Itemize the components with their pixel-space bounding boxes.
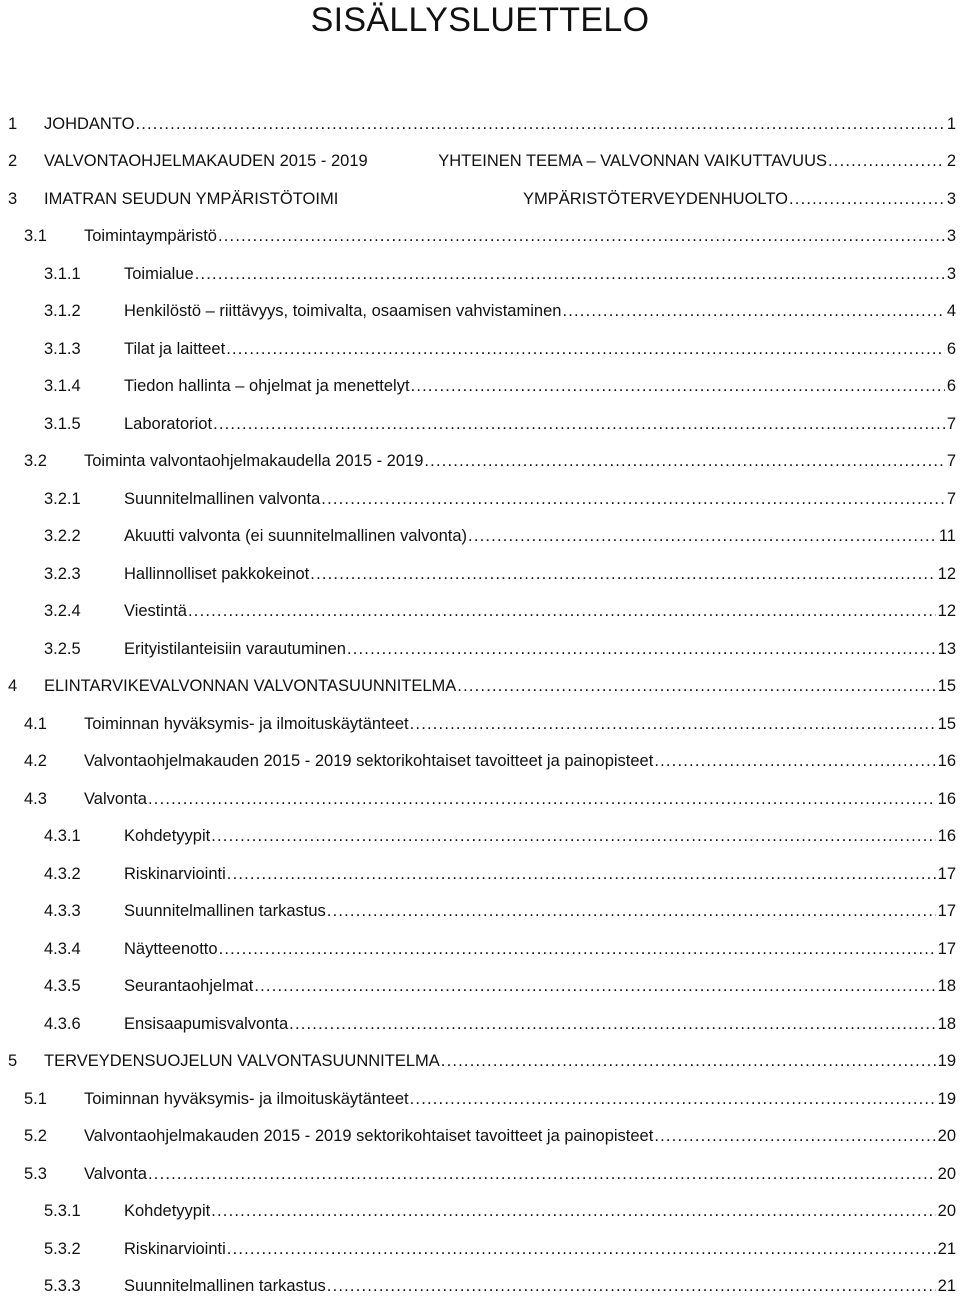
toc-entry-page-number: 19: [937, 1052, 956, 1070]
toc-entry-label: Valvonta: [84, 786, 148, 812]
toc-entry-page-number: 18: [937, 1015, 956, 1033]
toc-entry-label: Erityistilanteisiin varautuminen: [124, 636, 347, 662]
toc-entry-page-number: 21: [937, 1277, 956, 1295]
toc-dot-leader: [327, 898, 936, 924]
toc-entry-number: 5.2: [24, 1127, 47, 1145]
toc-entry-number: 5.1: [24, 1090, 47, 1108]
toc-entry-page-number: 12: [937, 602, 956, 620]
toc-entry[interactable]: [0, 786, 960, 812]
toc-dot-leader: [188, 598, 936, 624]
toc-entry-number: 5.3.2: [44, 1240, 81, 1258]
toc-dot-leader: [135, 111, 944, 137]
toc-entry-page-number: 12: [937, 565, 956, 583]
toc-entry-label: Suunnitelmallinen tarkastus: [124, 1273, 327, 1299]
toc-entry-number: 4.3.3: [44, 902, 81, 920]
toc-entry-number: 4.3.4: [44, 940, 81, 958]
toc-entry-number: 5.3.1: [44, 1202, 81, 1220]
toc-dot-leader: [227, 1236, 936, 1262]
toc-entry-page-number: 6: [946, 377, 956, 395]
toc-entry-label: Viestintä: [124, 598, 188, 624]
toc-entry-label: Valvonta: [84, 1161, 148, 1187]
toc-entry[interactable]: [0, 223, 960, 249]
toc-entry-label: Toiminnan hyväksymis- ja ilmoituskäytänteet: [84, 711, 410, 737]
toc-entry-label: [44, 148, 828, 174]
toc-entry[interactable]: [0, 523, 960, 549]
toc-entry-page-number: 4: [946, 302, 956, 320]
toc-entry-number: 4.3.5: [44, 977, 81, 995]
toc-entry[interactable]: [0, 148, 960, 174]
toc-entry[interactable]: [0, 1048, 960, 1074]
toc-dot-leader: [327, 1273, 936, 1299]
toc-dot-leader: [211, 1198, 935, 1224]
toc-entry-page-number: 2: [946, 152, 956, 170]
toc-entry-page-number: 7: [946, 452, 956, 470]
toc-entry[interactable]: [0, 486, 960, 512]
toc-entry[interactable]: [0, 636, 960, 662]
toc-entry[interactable]: [0, 898, 960, 924]
toc-entry-number: 5.3.3: [44, 1277, 81, 1295]
toc-entry-label: Riskinarviointi: [124, 861, 227, 887]
toc-entry-label: [44, 186, 789, 212]
toc-dot-leader: [227, 861, 936, 887]
toc-entry-page-number: 16: [937, 752, 956, 770]
toc-dot-leader: [148, 1161, 936, 1187]
toc-entry-label: Seurantaohjelmat: [124, 973, 254, 999]
toc-entry-page-number: 17: [937, 902, 956, 920]
toc-entry[interactable]: [0, 261, 960, 287]
toc-entry-label: Toimintaympäristö: [84, 223, 218, 249]
toc-entry-page-number: 17: [937, 865, 956, 883]
toc-dot-leader: [347, 636, 936, 662]
toc-entry[interactable]: [0, 598, 960, 624]
toc-entry-page-number: 7: [946, 415, 956, 433]
toc-entry[interactable]: [0, 936, 960, 962]
toc-entry[interactable]: [0, 561, 960, 587]
toc-entry-label: Kohdetyypit: [124, 1198, 211, 1224]
toc-entry-number: 3.2.2: [44, 527, 81, 545]
toc-dot-leader: [654, 1123, 935, 1149]
toc-entry-number: 4.3: [24, 790, 47, 808]
toc-entry[interactable]: [0, 673, 960, 699]
toc-entry-number: 3.2.4: [44, 602, 81, 620]
toc-entry-page-number: 15: [937, 715, 956, 733]
toc-entry[interactable]: [0, 1273, 960, 1299]
toc-dot-leader: [457, 673, 935, 699]
toc-entry-label: JOHDANTO: [44, 111, 135, 137]
toc-entry-page-number: 3: [946, 265, 956, 283]
toc-entry[interactable]: [0, 1011, 960, 1037]
toc-entry-page-number: 3: [946, 190, 956, 208]
toc-entry-label: Tilat ja laitteet: [124, 336, 226, 362]
toc-entry-number: 2: [8, 152, 18, 170]
toc-entry-page-number: 21: [937, 1240, 956, 1258]
toc-entry-label: Valvontaohjelmakauden 2015 - 2019 sektorikohtaiset tavoitteet ja painopisteet: [84, 748, 654, 774]
toc-entry-number: 3.1.5: [44, 415, 81, 433]
toc-dot-leader: [289, 1011, 935, 1037]
toc-entry-number: 3.1.4: [44, 377, 81, 395]
toc-dot-leader: [441, 1048, 936, 1074]
toc-entry-label: Toimialue: [124, 261, 195, 287]
toc-entry-number: 4: [8, 677, 18, 695]
toc-dot-leader: [218, 223, 945, 249]
toc-entry-label-right: YHTEINEN TEEMA – VALVONNAN VAIKUTTAVUUS: [438, 152, 827, 170]
toc-entry[interactable]: [0, 1161, 960, 1187]
toc-dot-leader: [254, 973, 935, 999]
toc-entry-number: 3.2.5: [44, 640, 81, 658]
toc-entry[interactable]: [0, 111, 960, 137]
toc-dot-leader: [468, 523, 937, 549]
toc-dot-leader: [828, 148, 945, 174]
toc-entry[interactable]: [0, 1236, 960, 1262]
toc-dot-leader: [424, 448, 944, 474]
toc-entry[interactable]: [0, 373, 960, 399]
toc-dot-leader: [410, 711, 936, 737]
toc-entry-number: 4.1: [24, 715, 47, 733]
toc-entry[interactable]: [0, 973, 960, 999]
toc-entry-number: 4.2: [24, 752, 47, 770]
toc-entry[interactable]: [0, 186, 960, 212]
toc-entry-label: Toiminnan hyväksymis- ja ilmoituskäytänteet: [84, 1086, 410, 1112]
toc-entry-number: 3.1.2: [44, 302, 81, 320]
toc-entry-page-number: 19: [937, 1090, 956, 1108]
page-title: SISÄLLYSLUETTELO: [310, 1, 650, 39]
toc-dot-leader: [411, 373, 945, 399]
toc-entry-label: Näytteenotto: [124, 936, 219, 962]
toc-entry[interactable]: [0, 298, 960, 324]
toc-entry-number: 4.3.6: [44, 1015, 81, 1033]
toc-entry[interactable]: [0, 336, 960, 362]
toc-entry-label: ELINTARVIKEVALVONNAN VALVONTASUUNNITELMA: [44, 673, 457, 699]
toc-entry-number: 4.3.1: [44, 827, 81, 845]
toc-entry-label: Ensisaapumisvalvonta: [124, 1011, 289, 1037]
toc-entry-page-number: 20: [937, 1202, 956, 1220]
toc-entry[interactable]: [0, 448, 960, 474]
toc-dot-leader: [195, 261, 945, 287]
toc-dot-leader: [410, 1086, 936, 1112]
toc-dot-leader: [789, 186, 945, 212]
toc-entry-number: 1: [8, 115, 18, 133]
toc-entry-number: 5.3: [24, 1165, 47, 1183]
toc-entry[interactable]: [0, 748, 960, 774]
toc-entry-label: Laboratoriot: [124, 411, 213, 437]
toc-dot-leader: [211, 823, 935, 849]
toc-dot-leader: [148, 786, 936, 812]
toc-entry[interactable]: [0, 861, 960, 887]
toc-entry-label-left: VALVONTAOHJELMAKAUDEN 2015 - 2019: [44, 152, 368, 170]
toc-entry-page-number: 7: [946, 490, 956, 508]
toc-entry-page-number: 15: [937, 677, 956, 695]
toc-entry[interactable]: [0, 823, 960, 849]
toc-entry-label: Kohdetyypit: [124, 823, 211, 849]
toc-dot-leader: [219, 936, 936, 962]
toc-entry-number: 3.2.3: [44, 565, 81, 583]
toc-entry-page-number: 20: [937, 1165, 956, 1183]
toc-entry-number: 3: [8, 190, 18, 208]
toc-entry-label: Valvontaohjelmakauden 2015 - 2019 sektorikohtaiset tavoitteet ja painopisteet: [84, 1123, 654, 1149]
toc-dot-leader: [562, 298, 944, 324]
toc-entry-number: 3.2: [24, 452, 47, 470]
toc-entry-page-number: 20: [937, 1127, 956, 1145]
toc-entry-label: Suunnitelmallinen tarkastus: [124, 898, 327, 924]
toc-entry-page-number: 18: [937, 977, 956, 995]
toc-dot-leader: [310, 561, 935, 587]
toc-dot-leader: [226, 336, 945, 362]
toc-entry-label-left: IMATRAN SEUDUN YMPÄRISTÖTOIMI: [44, 190, 339, 208]
toc-entry-page-number: 11: [938, 527, 956, 545]
toc-entry-label: Riskinarviointi: [124, 1236, 227, 1262]
toc-dot-leader: [321, 486, 945, 512]
toc-entry[interactable]: [0, 1086, 960, 1112]
toc-entry-page-number: 13: [937, 640, 956, 658]
toc-entry[interactable]: [0, 411, 960, 437]
toc-entry-number: 3.1.1: [44, 265, 81, 283]
toc-entry-number: 3.2.1: [44, 490, 81, 508]
toc-entry-number: 5: [8, 1052, 18, 1070]
toc-entry[interactable]: [0, 1198, 960, 1224]
toc-entry[interactable]: [0, 711, 960, 737]
toc-entry[interactable]: [0, 1123, 960, 1149]
toc-entry-page-number: 17: [937, 940, 956, 958]
toc-entry-page-number: 16: [937, 790, 956, 808]
toc-entry-label: Tiedon hallinta – ohjelmat ja menettelyt: [124, 373, 411, 399]
toc-entry-number: 3.1: [24, 227, 47, 245]
toc-entry-page-number: 1: [946, 115, 956, 133]
toc-entry-label: TERVEYDENSUOJELUN VALVONTASUUNNITELMA: [44, 1048, 441, 1074]
toc-entry-number: 3.1.3: [44, 340, 81, 358]
toc-dot-leader: [213, 411, 945, 437]
toc-entry-number: 4.3.2: [44, 865, 81, 883]
toc-entry-label: Toiminta valvontaohjelmakaudella 2015 - 2019: [84, 448, 424, 474]
toc-entry-label: Hallinnolliset pakkokeinot: [124, 561, 310, 587]
toc-entry-label: Akuutti valvonta (ei suunnitelmallinen valvonta): [124, 523, 468, 549]
toc-dot-leader: [654, 748, 935, 774]
toc-entry-page-number: 6: [946, 340, 956, 358]
toc-entry-page-number: 16: [937, 827, 956, 845]
toc-entry-page-number: 3: [946, 227, 956, 245]
toc-entry-label: Henkilöstö – riittävyys, toimivalta, osaamisen vahvistaminen: [124, 298, 562, 324]
toc-entry-label: Suunnitelmallinen valvonta: [124, 486, 321, 512]
toc-entry-label-right: YMPÄRISTÖTERVEYDENHUOLTO: [523, 190, 788, 208]
